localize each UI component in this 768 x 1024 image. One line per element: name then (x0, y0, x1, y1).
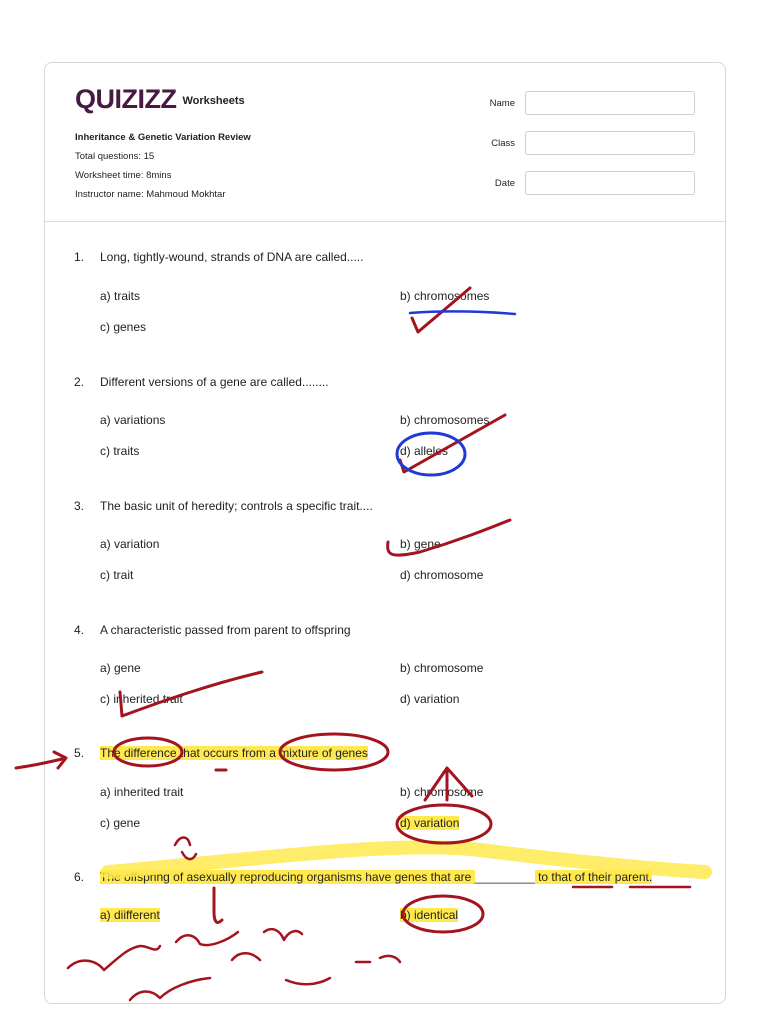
q2-option-b[interactable]: b) chromosomes (400, 413, 490, 427)
q5-option-c[interactable]: c) gene (100, 816, 141, 830)
total-questions: Total questions: 15 (75, 151, 155, 162)
name-label: Name (489, 97, 515, 109)
question-3: 3. The basic unit of heredity; controls a specific trait.... (74, 499, 373, 513)
answer-blank[interactable]: _________ (474, 870, 535, 884)
q1-option-b[interactable]: b) chromosomes (400, 289, 490, 303)
q6-option-b[interactable]: b) identical (400, 908, 459, 922)
q5-option-a[interactable]: a) inherited trait (100, 785, 184, 799)
worksheet-title: Inheritance & Genetic Variation Review (75, 132, 251, 143)
q1-option-c[interactable]: c) genes (100, 320, 147, 334)
worksheet-header (45, 63, 725, 222)
name-input[interactable] (525, 91, 695, 115)
product-label: Worksheets (182, 95, 245, 107)
question-text: The basic unit of heredity; controls a specific trait.... (100, 499, 373, 513)
question-text: The difference that occurs from a mixture of genes (100, 746, 368, 760)
worksheet-meta (75, 128, 251, 204)
q4-option-d[interactable]: d) variation (400, 692, 460, 706)
brand (75, 85, 245, 113)
class-label: Class (491, 137, 515, 149)
q3-option-b[interactable]: b) gene (400, 537, 441, 551)
class-field (465, 131, 695, 155)
q4-option-a[interactable]: a) gene (100, 661, 141, 675)
q4-option-c[interactable]: c) inherited trait (100, 692, 183, 706)
question-5: 5. The difference that occurs from a mixture of genes (74, 746, 368, 760)
q3-option-c[interactable]: c) trait (100, 568, 134, 582)
question-1: 1. Long, tightly-wound, strands of DNA are called..... (74, 250, 364, 264)
q3-option-d[interactable]: d) chromosome (400, 568, 484, 582)
q5-option-b[interactable]: b) chromosome (400, 785, 484, 799)
date-label: Date (494, 177, 515, 189)
question-4: 4. A characteristic passed from parent to offspring (74, 623, 351, 637)
question-text: Long, tightly-wound, strands of DNA are called..... (100, 250, 364, 264)
question-2: 2. Different versions of a gene are called........ (74, 375, 329, 389)
question-text: A characteristic passed from parent to offspring (100, 623, 351, 637)
q2-option-c[interactable]: c) traits (100, 444, 140, 458)
question-text-b: to that of their parent. (534, 870, 653, 884)
q5-option-d[interactable]: d) variation (400, 816, 460, 830)
q2-option-d[interactable]: d) alleles (400, 444, 449, 458)
worksheet-page (44, 62, 726, 1004)
worksheet-time: Worksheet time: 8mins (75, 170, 172, 181)
quizizz-logo: QUIZIZZ (75, 84, 177, 114)
date-field (465, 171, 695, 195)
class-input[interactable] (525, 131, 695, 155)
question-text: Different versions of a gene are called........ (100, 375, 329, 389)
name-field (465, 91, 695, 115)
q2-option-a[interactable]: a) variations (100, 413, 166, 427)
q6-option-a[interactable]: a) diifferent (100, 908, 160, 922)
question-text-a: The offspring of asexually reproducing organisms have genes that are (100, 870, 475, 884)
q3-option-a[interactable]: a) variation (100, 537, 160, 551)
q1-option-a[interactable]: a) traits (100, 289, 141, 303)
q4-option-b[interactable]: b) chromosome (400, 661, 484, 675)
date-input[interactable] (525, 171, 695, 195)
instructor-name: Instructor name: Mahmoud Mokhtar (75, 189, 226, 200)
question-6: 6. The offspring of asexually reproducing organisms have genes that are _________ to that of their parent. (74, 870, 653, 884)
